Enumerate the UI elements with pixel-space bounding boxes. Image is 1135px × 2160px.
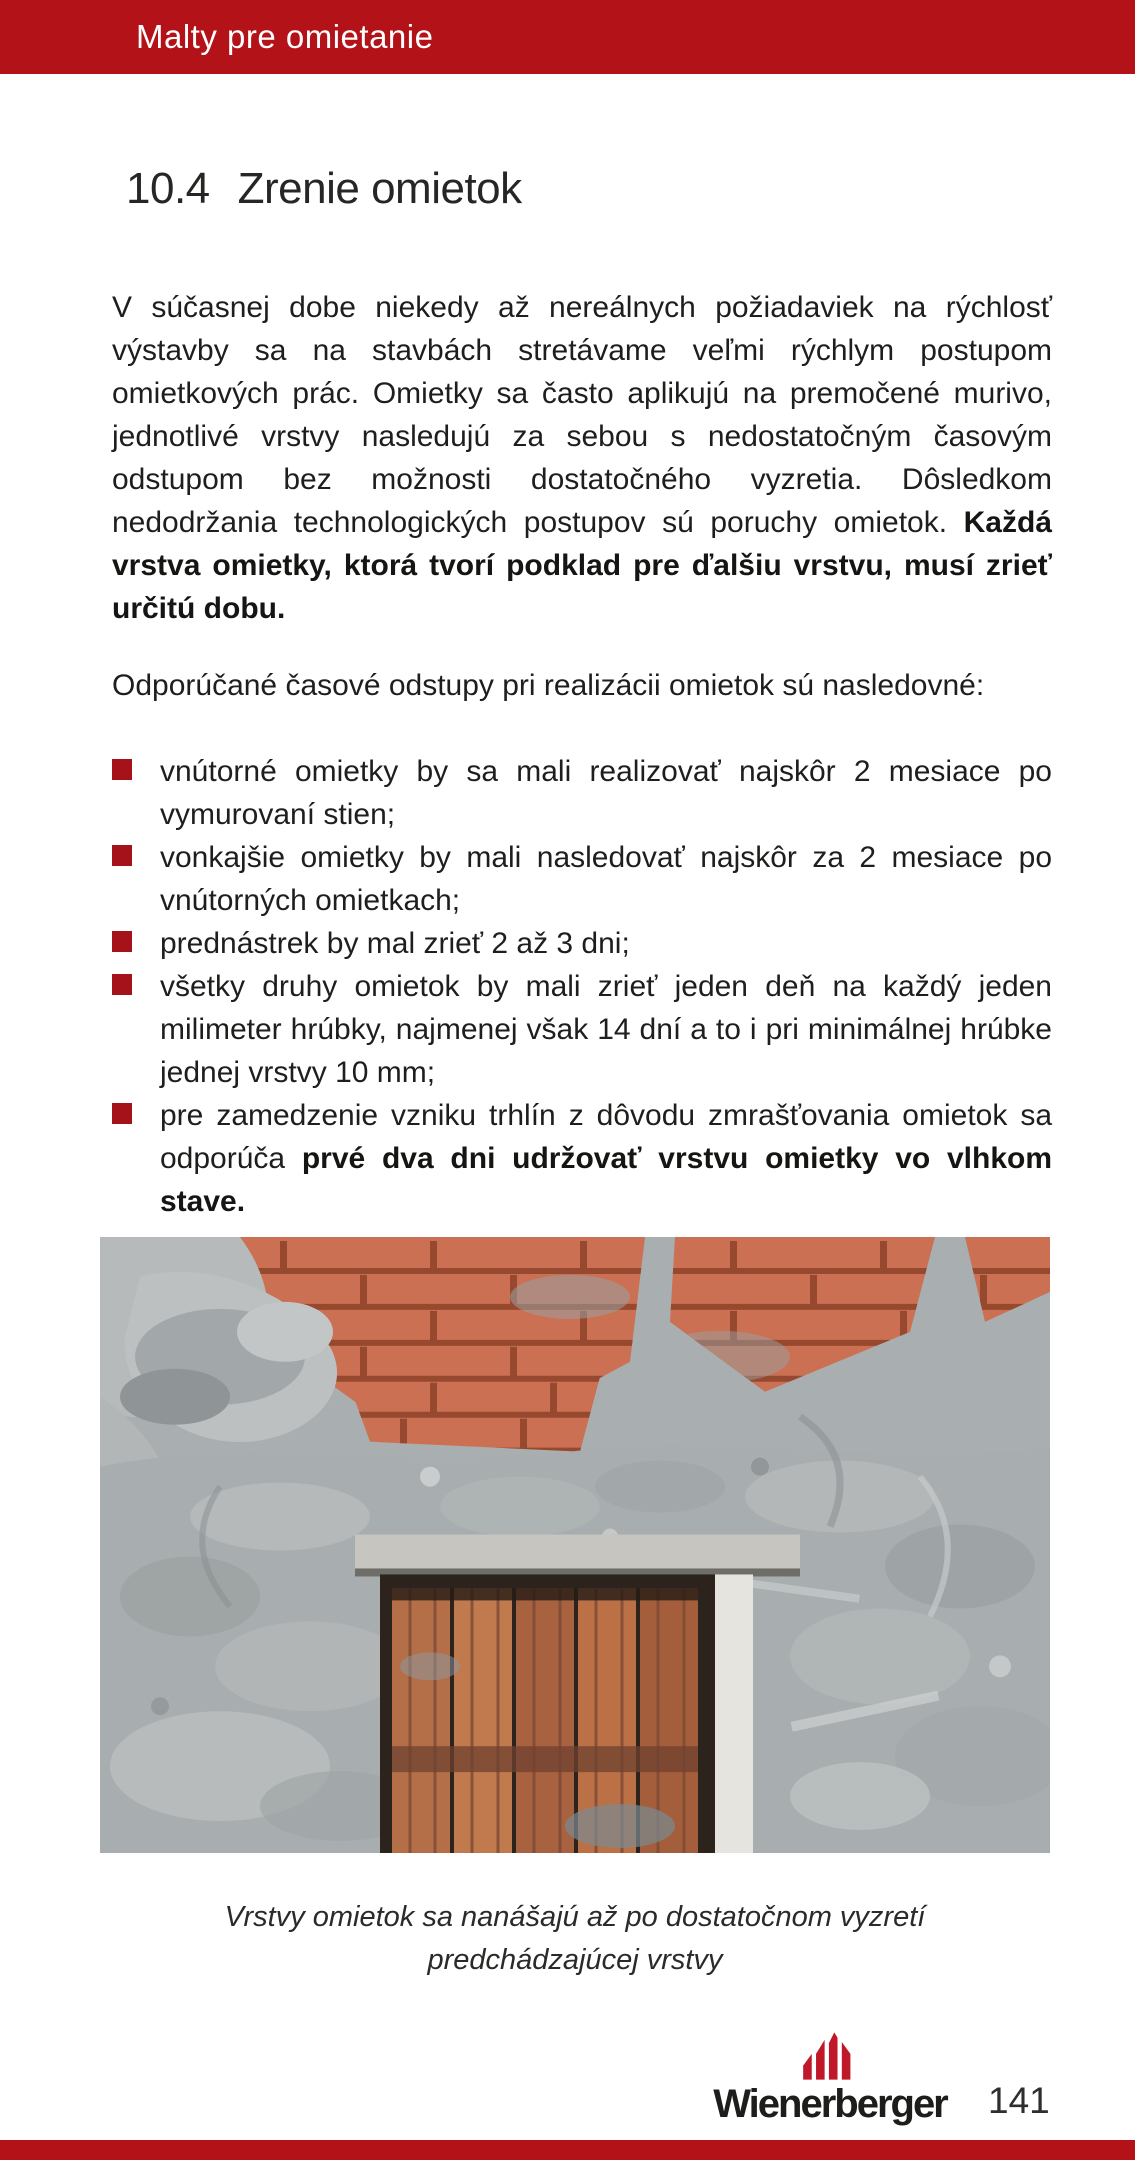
plaster-wall-illustration [100,1237,1050,1853]
page-title [126,164,522,214]
intro-paragraph-bold: Každá vrstva omietky, ktorá tvorí podklad pre ďalšiu vrstvu, musí zrieť určitú dobu. [112,506,1052,625]
intro-paragraph [112,286,1052,630]
bullet-text: všetky druhy omietok by mali zrieť jeden deň na každý jeden milimeter hrúbky, najmenej však 14 dní a to i pri minimálnej hrúbke jednej vrstvy 10 mm; [160,970,1052,1089]
intro-paragraph-normal: V súčasnej dobe niekedy až nereálnych požiadaviek na rýchlosť výstavby sa na stavbách stretávame veľmi rýchlym postupom omietkových prác. Omietky sa často aplikujú na premočené murivo, jednotlivé vrstvy nasledujú za sebou s nedostatočným časovým odstupom bez možnosti dostatočného vyzretia. Dôsledkom nedodržania technologických postupov sú poruchy omietok. [112,291,1052,539]
list-item [112,965,1052,1094]
square-bullet-icon [112,974,132,995]
bullet-text: pre zamedzenie vzniku trhlín z dôvodu zmrašťovania omietok sa odporúča [160,1099,1052,1175]
photo-caption [100,1896,1050,1982]
square-bullet-icon [112,1103,132,1124]
photo-caption-text: Vrstvy omietok sa nanášajú až po dostatočnom vyzretí predchádzajúcej vrstvy [224,1901,926,1976]
window-opening [380,1574,753,1853]
wienerberger-wordmark: Wienerberger [713,2082,947,2126]
list-item [112,836,1052,922]
brand-block [690,2032,970,2127]
wooden-planks [392,1588,698,1853]
chapter-title: Malty pre omietanie [136,18,434,55]
square-bullet-icon [112,759,132,780]
square-bullet-icon [112,845,132,866]
bullet-list [112,750,1052,1223]
plaster-wall-photo [100,1237,1050,1853]
list-item [112,922,1052,965]
section-number: 10.4 [126,164,210,213]
section-name: Zrenie omietok [237,164,522,213]
page-number: 141 [988,2080,1050,2121]
bullet-text: prednástrek by mal zrieť 2 až 3 dni; [160,927,630,960]
bullet-text: vonkajšie omietky by mali nasledovať najskôr za 2 mesiace po vnútorných omietkach; [160,841,1052,917]
lintel-beam [355,1535,800,1577]
bullet-text: vnútorné omietky by sa mali realizovať najskôr 2 mesiace po vymurovaní stien; [160,755,1052,831]
list-item [112,750,1052,836]
list-item [112,1094,1052,1223]
footer-red-bar [0,2140,1135,2160]
bullet-text-bold: prvé dva dni udržovať vrstvu omietky vo vlhkom stave. [160,1142,1053,1218]
chapter-header-bar [0,0,1135,74]
window-reveal [715,1574,753,1853]
wienerberger-roof-icon [801,2032,859,2080]
list-intro: Odporúčané časové odstupy pri realizácii omietok sú nasledovné: [112,669,985,702]
square-bullet-icon [112,931,132,952]
